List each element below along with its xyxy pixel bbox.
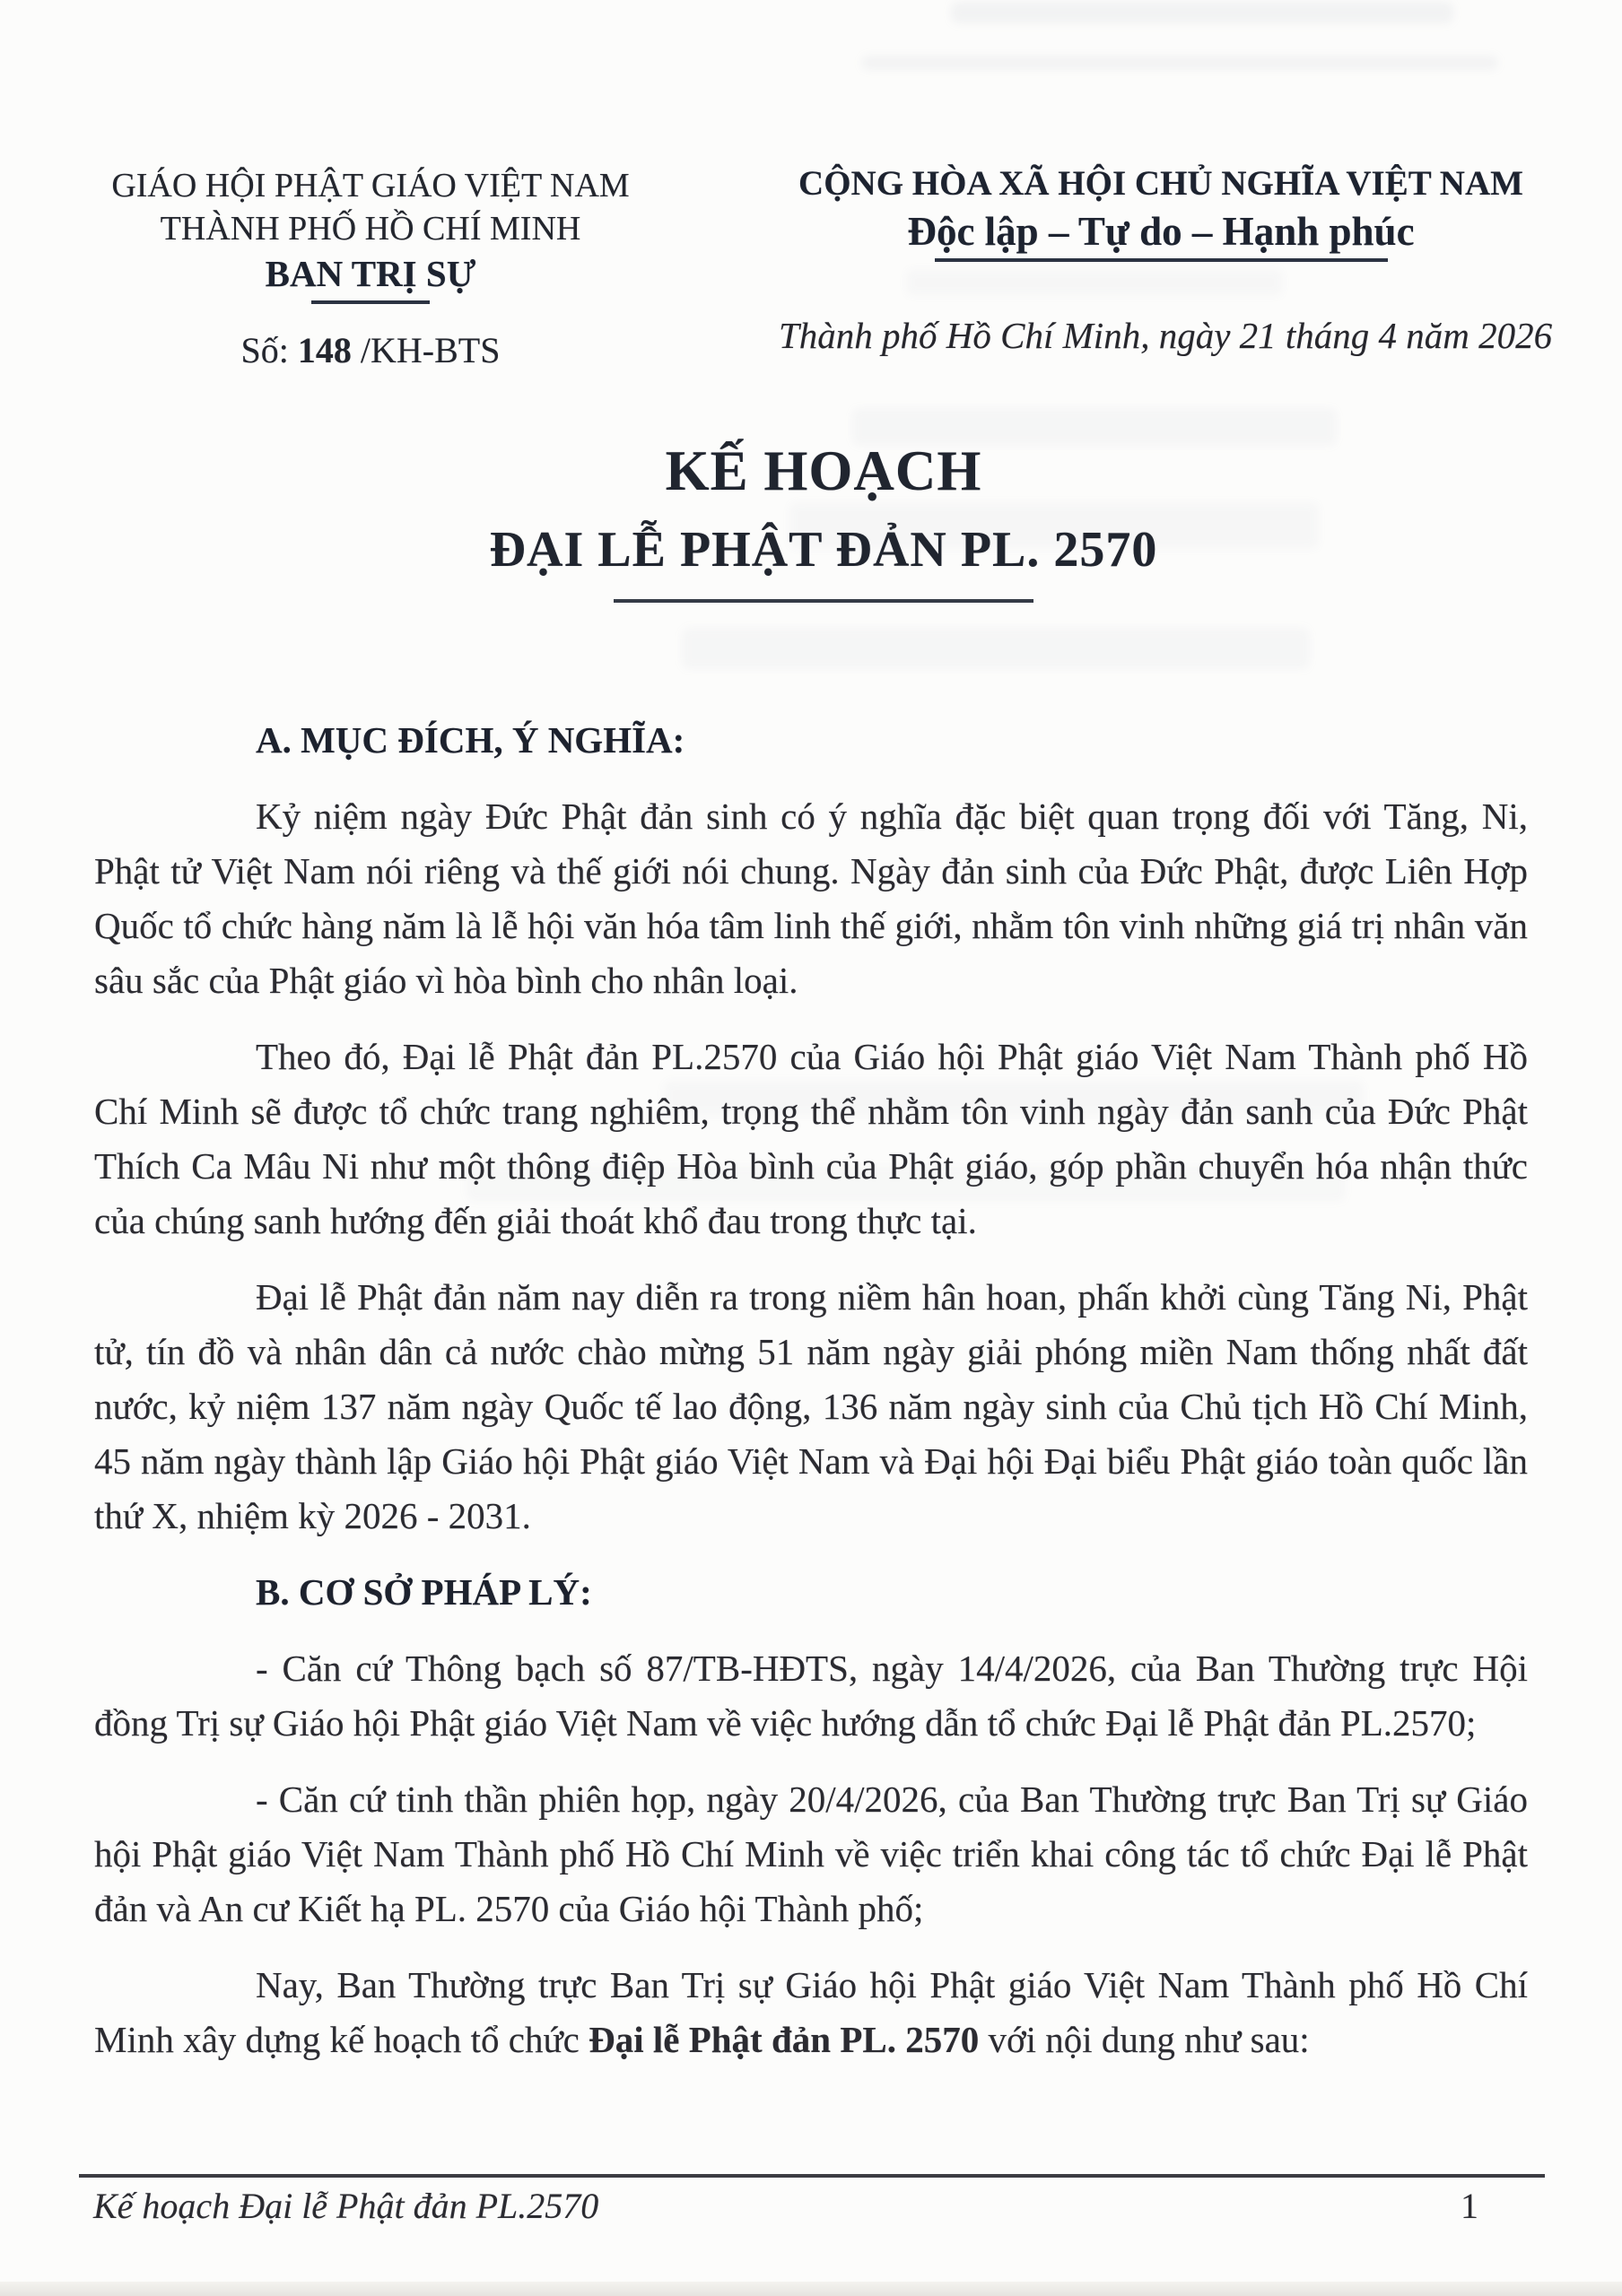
document-subtitle: ĐẠI LỄ PHẬT ĐẢN PL. 2570 xyxy=(489,522,1158,578)
paragraph-6-bold-phrase: Đại lễ Phật đản PL. 2570 xyxy=(589,2019,980,2060)
paragraph-5: - Căn cứ tinh thần phiên họp, ngày 20/4/2026, của Ban Thường trực Ban Trị sự Giáo hội Phật giáo Việt Nam Thành phố Hồ Chí Minh về việc triển khai công tác tổ chức Đại lễ Phật đản và An cư Kiết hạ PL. 2570 của Giáo hội Thành phố; xyxy=(94,1779,1528,1929)
motto-underline xyxy=(935,258,1388,262)
national-motto-block xyxy=(779,161,1553,357)
document-body xyxy=(94,713,1528,2067)
issuing-authority-line2: THÀNH PHỐ HỒ CHÍ MINH xyxy=(160,210,581,248)
paragraph-3: Đại lễ Phật đản năm nay diễn ra trong niềm hân hoan, phấn khởi cùng Tăng Ni, Phật tử, tín đồ và nhân dân cả nước chào mừng 51 năm ngày giải phóng miền Nam thống nhất đất nước, kỷ niệm 137 năm ngày Quốc tế lao động, 136 năm ngày sinh của Chủ tịch Hồ Chí Minh, 45 năm ngày thành lập Giáo hội Phật giáo Việt Nam và Đại hội Đại biểu Phật giáo toàn quốc lần thứ X, nhiệm kỳ 2026 - 2031. xyxy=(94,1276,1528,1536)
national-motto: Độc lập – Tự do – Hạnh phúc xyxy=(907,209,1415,254)
scan-bottom-edge xyxy=(0,2282,1622,2296)
issuing-department: BAN TRỊ SỰ xyxy=(265,253,476,294)
paragraph-4: - Căn cứ Thông bạch số 87/TB-HĐTS, ngày 14/4/2026, của Ban Thường trực Hội đồng Trị sự Giáo hội Phật giáo Việt Nam về việc hướng dẫn tổ chức Đại lễ Phật đản PL.2570; xyxy=(94,1648,1528,1744)
document-number-label: Số: xyxy=(240,330,298,370)
scan-bleedthrough-smudge xyxy=(951,2,1453,23)
issuing-authority-line1: GIÁO HỘI PHẬT GIÁO VIỆT NAM xyxy=(111,167,630,204)
footer-document-title: Kế hoạch Đại lễ Phật đản PL.2570 xyxy=(93,2186,599,2226)
document-number-value: 148 xyxy=(297,330,352,370)
document-title: KẾ HOẠCH xyxy=(665,439,982,502)
scan-bleedthrough-smudge xyxy=(861,56,1498,70)
republic-name: CỘNG HÒA XÃ HỘI CHỦ NGHĨA VIỆT NAM xyxy=(798,164,1523,203)
section-b-heading: B. CƠ SỞ PHÁP LÝ: xyxy=(256,1571,592,1613)
document-number-line xyxy=(106,329,635,371)
paragraph-6-tail: với nội dung như sau: xyxy=(979,2019,1310,2060)
scan-bleedthrough-smudge xyxy=(682,628,1310,669)
paragraph-2: Theo đó, Đại lễ Phật đản PL.2570 của Giáo hội Phật giáo Việt Nam Thành phố Hồ Chí Minh sẽ được tổ chức trang nghiêm, trọng thể nhằm tôn vinh ngày đản sanh của Đức Phật Thích Ca Mâu Ni như một thông điệp Hòa bình của Phật giáo, góp phần chuyển hóa nhận thức của chúng sanh hướng đến giải thoát khổ đau trong thực tại. xyxy=(94,1036,1528,1241)
footer-page-number: 1 xyxy=(1461,2186,1478,2226)
document-title-block xyxy=(13,438,1622,603)
paragraph-6-text: Nay, Ban Thường trực Ban Trị sự Giáo hội Phật giáo Việt Nam Thành phố Hồ Chí Minh xây dựng kế hoạch tổ chức xyxy=(94,1964,1528,2060)
document-number-suffix: /KH-BTS xyxy=(351,330,501,370)
paragraph-1: Kỷ niệm ngày Đức Phật đản sinh có ý nghĩa đặc biệt quan trọng đối với Tăng, Ni, Phật tử Việt Nam nói riêng và thế giới nói chung. Ngày đản sinh của Đức Phật, được Liên Hợp Quốc tổ chức hàng năm là lễ hội văn hóa tâm linh thế giới, nhằm tôn vinh những giá trị nhân văn sâu sắc của Phật giáo vì hòa bình cho nhân loại. xyxy=(94,796,1528,1001)
title-separator-line xyxy=(614,599,1033,603)
page-footer xyxy=(79,2174,1545,2227)
section-a-heading: A. MỤC ĐÍCH, Ý NGHĨA: xyxy=(256,719,685,761)
department-underline xyxy=(311,300,430,304)
place-and-date: Thành phố Hồ Chí Minh, ngày 21 tháng 4 năm 2026 xyxy=(779,315,1553,356)
issuing-authority-block xyxy=(106,164,635,371)
paragraph-6 xyxy=(94,1958,1528,2067)
